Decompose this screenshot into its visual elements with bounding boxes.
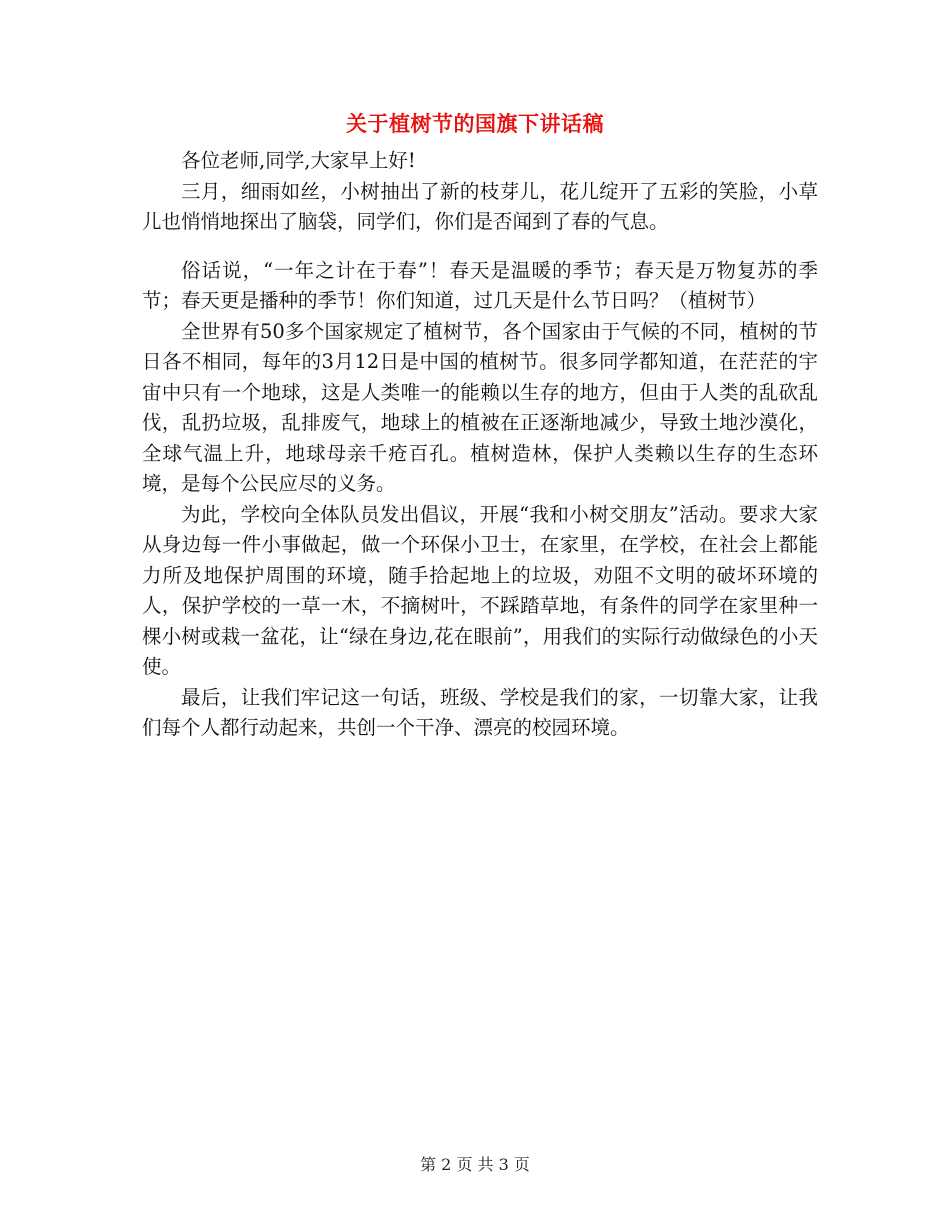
paragraph-saying: 俗话说，“一年之计在于春”！春天是温暖的季节；春天是万物复苏的季节；春天更是播种的季节！你们知道，过几天是什么节日吗？（植树节） [142, 258, 818, 312]
paragraph-closing: 最后，让我们牢记这一句话，班级、学校是我们的家，一切靠大家，让我们每个人都行动起来，共创一个干净、漂亮的校园环境。 [142, 685, 818, 739]
page-number-footer: 第 2 页 共 3 页 [420, 1155, 530, 1174]
paragraph-greeting: 各位老师,同学,大家早上好! [181, 149, 416, 172]
document-title: 关于植树节的国旗下讲话稿 [346, 111, 604, 136]
document-body [142, 146, 818, 744]
paragraph-arbor-day: 全世界有50多个国家规定了植树节，各个国家由于气候的不同，植树的节日各不相同，每年的3月12日是中国的植树节。很多同学都知道，在茫茫的宇宙中只有一个地球，这是人类唯一的能赖以生存的地方，但由于人类的乱砍乱伐，乱扔垃圾，乱排废气，地球上的植被在正逐渐地减少，导致土地沙漠化，全球气温上升，地球母亲千疮百孔。植树造林，保护人类赖以生存的生态环境，是每个公民应尽的义务。 [142, 319, 818, 495]
paragraph-initiative: 为此，学校向全体队员发出倡议，开展“我和小树交朋友”活动。要求大家从身边每一件小事做起，做一个环保小卫士，在家里，在学校，在社会上都能力所及地保护周围的环境，随手拾起地上的垃圾，劝阻不文明的破坏环境的人，保护学校的一草一木，不摘树叶，不踩踏草地，有条件的同学在家里种一棵小树或栽一盆花，让“绿在身边,花在眼前”，用我们的实际行动做绿色的小天使。 [142, 502, 818, 678]
paragraph-spring: 三月，细雨如丝，小树抽出了新的枝芽儿，花儿绽开了五彩的笑脸，小草儿也悄悄地探出了脑袋，同学们，你们是否闻到了春的气息。 [142, 179, 818, 233]
